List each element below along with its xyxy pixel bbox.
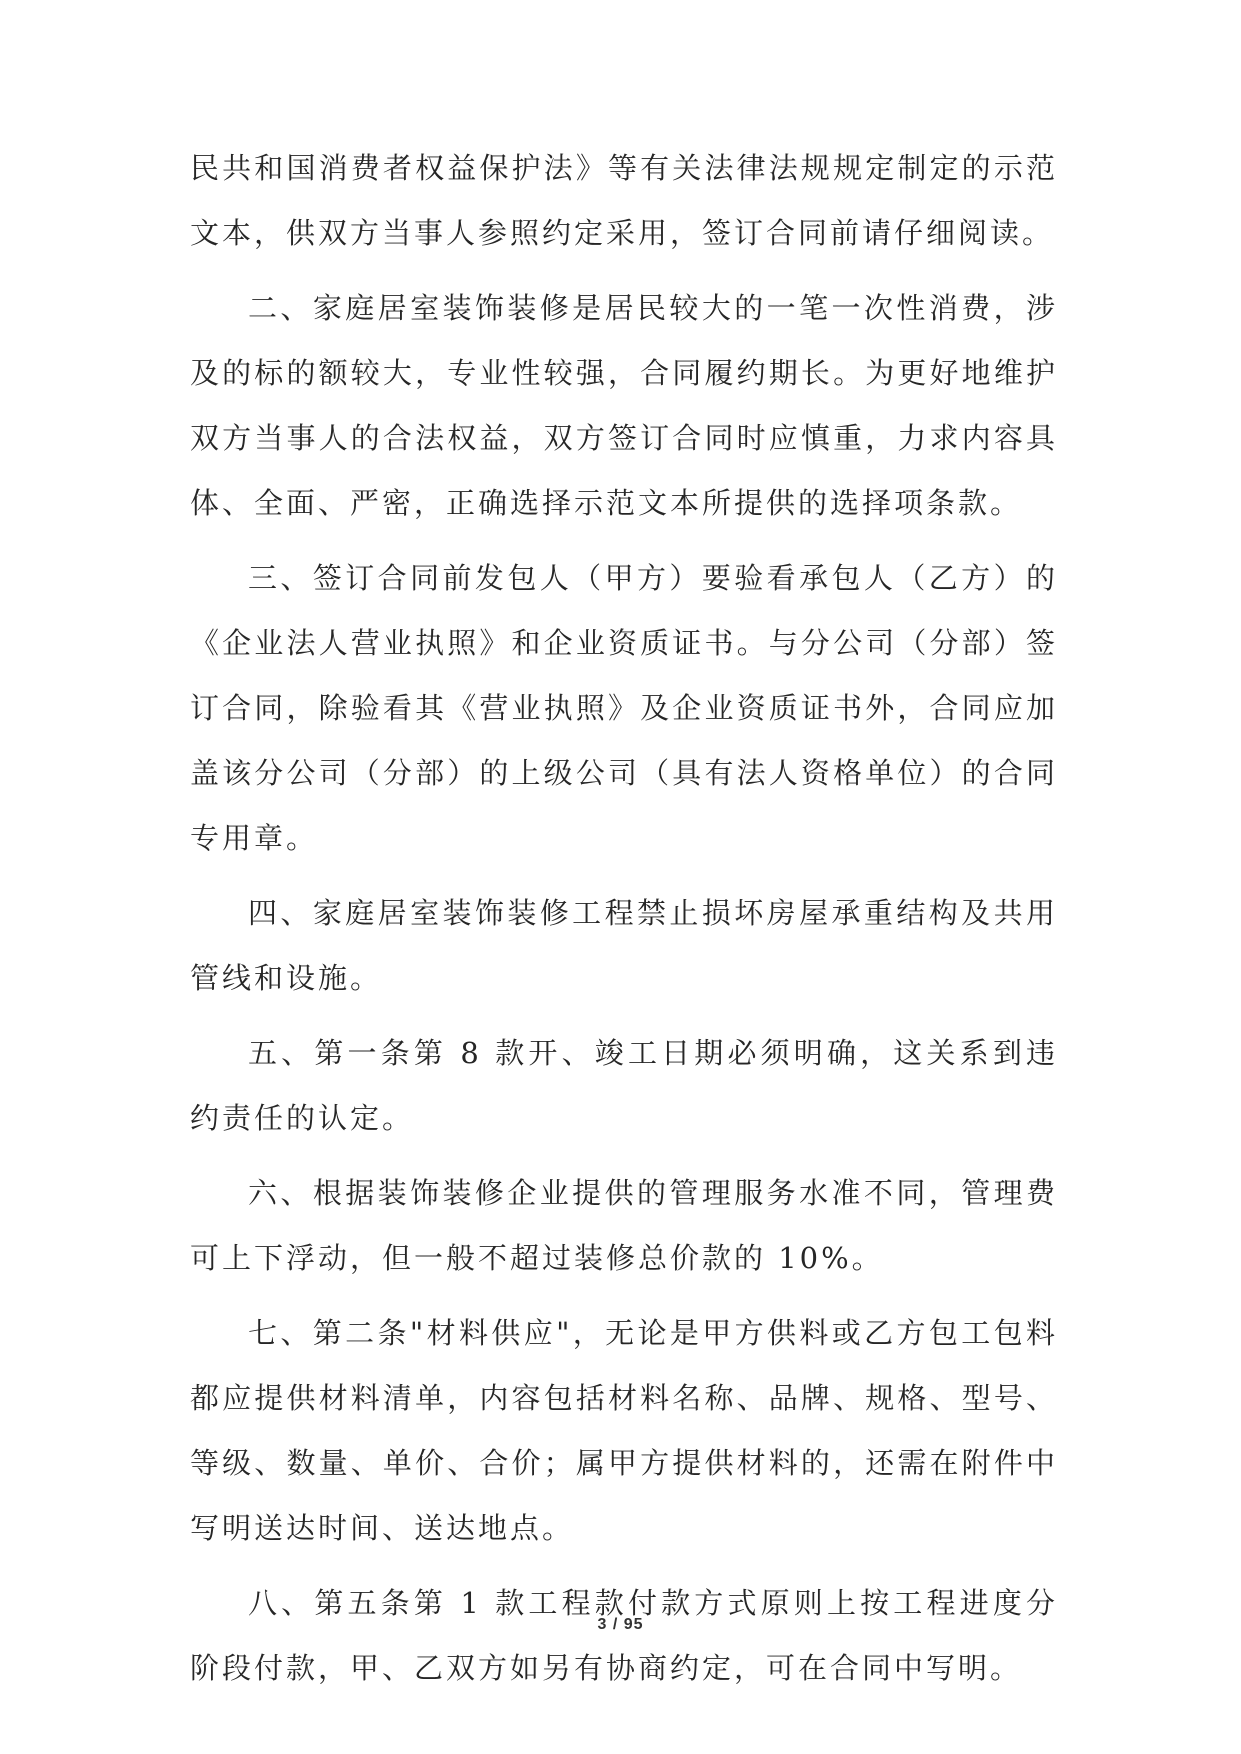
paragraph-item-7: 七、第二条"材料供应"，无论是甲方供料或乙方包工包料都应提供材料清单，内容包括材料名称、品牌、规格、型号、等级、数量、单价、合价；属甲方提供材料的，还需在附件中写明送达时间、送达地点。 (190, 1316, 1058, 1545)
paragraph-item-4: 四、家庭居室装饰装修工程禁止损坏房屋承重结构及共用管线和设施。 (190, 896, 1058, 995)
paragraph-item-2: 二、家庭居室装饰装修是居民较大的一笔一次性消费，涉及的标的额较大，专业性较强，合同履约期长。为更好地维护双方当事人的合法权益，双方签订合同时应慎重，力求内容具体、全面、严密，正确选择示范文本所提供的选择项条款。 (190, 291, 1058, 520)
document-body (190, 136, 1058, 1711)
paragraph-item-6: 六、根据装饰装修企业提供的管理服务水准不同，管理费可上下浮动，但一般不超过装修总价款的 10%。 (190, 1176, 1058, 1275)
paragraph-item-5: 五、第一条第 8 款开、竣工日期必须明确，这关系到违约责任的认定。 (190, 1036, 1058, 1135)
paragraph-item-8: 八、第五条第 1 款工程款付款方式原则上按工程进度分阶段付款，甲、乙双方如另有协商约定，可在合同中写明。 (190, 1586, 1058, 1685)
page-number: 3 / 95 (597, 1616, 644, 1633)
paragraph-continued-intro: 民共和国消费者权益保护法》等有关法律法规规定制定的示范文本，供双方当事人参照约定采用，签订合同前请仔细阅读。 (190, 151, 1058, 250)
paragraph-item-3: 三、签订合同前发包人（甲方）要验看承包人（乙方）的《企业法人营业执照》和企业资质证书。与分公司（分部）签订合同，除验看其《营业执照》及企业资质证书外，合同应加盖该分公司（分部）的上级公司（具有法人资格单位）的合同专用章。 (190, 561, 1058, 855)
